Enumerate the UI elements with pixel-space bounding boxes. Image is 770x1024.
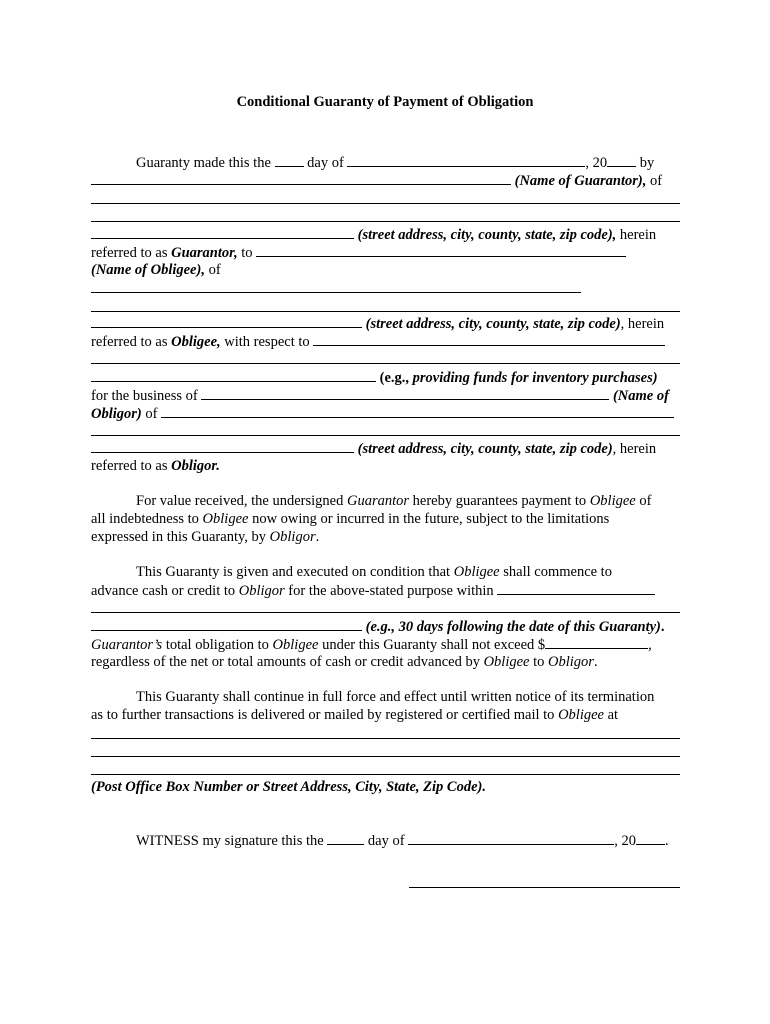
obligee-name-blank[interactable] xyxy=(256,243,626,257)
para1-line-1: For value received, the undersigned Guarantor hereby guarantees payment to Obligee of xyxy=(136,493,652,509)
witness-day-blank[interactable] xyxy=(327,831,364,845)
blank-line[interactable] xyxy=(91,435,680,436)
obligor-ref-line: referred to as Obligor. xyxy=(91,458,220,474)
business-name-blank[interactable] xyxy=(201,386,609,400)
blank-line[interactable] xyxy=(91,311,680,312)
guarantor-ref-line: referred to as Guarantor, to xyxy=(91,243,681,262)
guarantor-name-line: (Name of Guarantor), of xyxy=(91,171,681,190)
obligee-ref-line: referred to as Obligee, with respect to xyxy=(91,332,681,351)
para2-line-1: This Guaranty is given and executed on condition that Obligee shall commence to xyxy=(136,564,612,580)
purpose-blank[interactable] xyxy=(313,332,665,346)
year-blank[interactable] xyxy=(607,153,636,167)
signature-line[interactable] xyxy=(409,887,680,888)
purpose-blank-2[interactable] xyxy=(91,368,376,382)
para1-line-2: all indebtedness to Obligee now owing or incurred in the future, subject to the limitations xyxy=(91,511,610,527)
blank-line[interactable] xyxy=(91,612,680,613)
obligee-address-line: (street address, city, county, state, zip code), herein xyxy=(91,314,681,333)
blank-line[interactable] xyxy=(91,221,680,222)
para3-line-2: as to further transactions is delivered or mailed by registered or certified mail to Obligee at xyxy=(91,707,619,723)
obligor-line: Obligor) of xyxy=(91,404,681,423)
para2-line-5: regardless of the net or total amounts of cash or credit advanced by Obligee to Obligor. xyxy=(91,654,598,670)
amount-blank[interactable] xyxy=(545,635,648,649)
obligee-address-blank[interactable] xyxy=(91,314,362,328)
blank-line[interactable] xyxy=(91,203,680,204)
para3-line-1: This Guaranty shall continue in full force and effect until written notice of its termination xyxy=(136,689,655,705)
document-title: Conditional Guaranty of Payment of Obligation xyxy=(236,94,534,110)
obligor-address-blank[interactable] xyxy=(91,439,354,453)
blank-line[interactable] xyxy=(91,774,680,775)
para2-line-2: advance cash or credit to Obligor for the above-stated purpose within xyxy=(91,581,681,600)
days-blank[interactable] xyxy=(497,581,655,595)
intro-line-1: Guaranty made this the day of , 20 by xyxy=(136,155,655,171)
blank-line[interactable] xyxy=(91,292,581,293)
blank-line[interactable] xyxy=(91,738,680,739)
business-line: for the business of (Name of xyxy=(91,388,669,404)
guarantor-address-blank[interactable] xyxy=(91,225,354,239)
witness-line: WITNESS my signature this the day of , 20 . xyxy=(136,833,669,849)
purpose-example-line: (e.g., providing funds for inventory purchases) xyxy=(91,368,681,387)
para1-line-3: expressed in this Guaranty, by Obligor. xyxy=(91,529,320,545)
guarantor-name-blank[interactable] xyxy=(91,171,511,185)
obligor-blank[interactable] xyxy=(161,404,674,418)
guarantor-address-line: (street address, city, county, state, zip code), herein xyxy=(91,225,681,244)
para2-line-4: Guarantor’s total obligation to Obligee under this Guaranty shall not exceed $ , xyxy=(91,637,652,653)
blank-line[interactable] xyxy=(91,363,680,364)
month-blank[interactable] xyxy=(347,153,585,167)
period-blank[interactable] xyxy=(91,617,362,631)
witness-year-blank[interactable] xyxy=(636,831,665,845)
obligee-name-line: (Name of Obligee), of xyxy=(91,262,221,278)
address-tag-line: (Post Office Box Number or Street Address, City, State, Zip Code). xyxy=(91,779,486,795)
blank-line[interactable] xyxy=(91,756,680,757)
day-blank[interactable] xyxy=(275,153,304,167)
para2-example-line: (e.g., 30 days following the date of this Guaranty). xyxy=(91,617,681,636)
obligor-address-line: (street address, city, county, state, zip code), herein xyxy=(91,439,681,458)
witness-month-blank[interactable] xyxy=(408,831,614,845)
